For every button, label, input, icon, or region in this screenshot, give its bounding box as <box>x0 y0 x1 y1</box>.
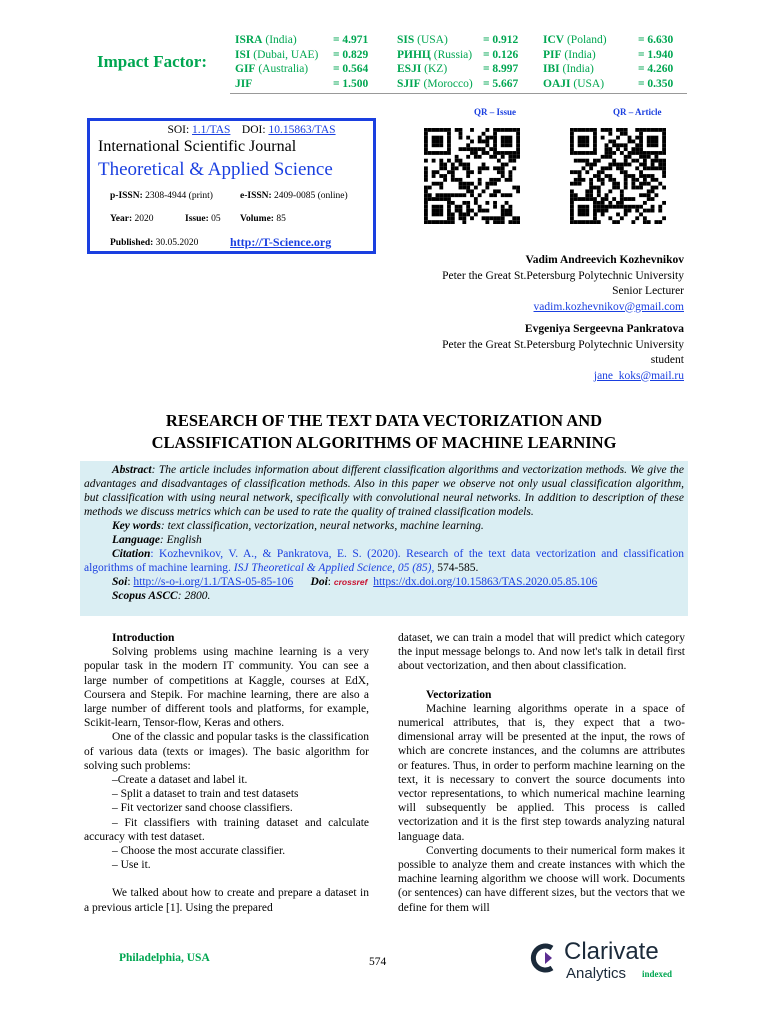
title-line: CLASSIFICATION ALGORITHMS OF MACHINE LEARNING <box>151 433 617 452</box>
doi-article-link[interactable]: https://dx.doi.org/10.15863/TAS.2020.05.85.106 <box>373 576 598 588</box>
list-item: – Fit vectorizer sand choose classifiers. <box>112 802 293 815</box>
scopus: Scopus ASCC: 2800. <box>112 590 211 602</box>
index-value: = 1.500 <box>333 77 369 90</box>
index-value: = 0.126 <box>483 48 519 61</box>
impact-factor-column-1 <box>235 33 375 91</box>
journal-website-link[interactable]: http://T-Science.org <box>230 235 332 249</box>
impact-row <box>543 62 683 77</box>
index-country: (Dubai, UAE) <box>253 48 319 61</box>
clarivate-brand: Clarivate <box>564 938 659 965</box>
issue: Issue: 05 <box>185 214 221 224</box>
author-affiliation: Peter the Great St.Petersburg Polytechnic University <box>442 269 684 282</box>
index-name: IBI <box>543 63 560 75</box>
index-value: = 0.829 <box>333 48 369 61</box>
doi-label: DOI: <box>241 124 266 136</box>
spacer <box>84 872 369 886</box>
index-value: = 4.971 <box>333 34 369 46</box>
index-country: (KZ) <box>424 63 448 75</box>
language: Language: English <box>112 534 202 546</box>
body-left-column <box>84 631 369 915</box>
section-heading-vectorization: Vectorization <box>426 688 492 701</box>
impact-factor-label: Impact Factor: <box>97 52 207 71</box>
index-name: ISI <box>235 48 251 61</box>
impact-row <box>235 48 375 63</box>
impact-row <box>397 77 537 92</box>
index-value: = 0.350 <box>638 77 674 90</box>
index-name: SJIF <box>397 77 421 90</box>
clarivate-mark-icon <box>530 942 560 974</box>
impact-factor-column-2 <box>397 33 537 91</box>
impact-row <box>543 48 683 63</box>
list-item: – Fit classifiers with training dataset and calculate accuracy with test dataset. <box>84 816 369 843</box>
index-country: (Australia) <box>258 63 309 75</box>
index-value: = 0.564 <box>333 63 369 75</box>
paragraph: Converting documents to their numerical form makes it possible to analyze them and create instances with which the machine learning algorithm we choose will work. Documents (or sentences) can have different sizes, but the vectors that we define for them will <box>398 844 685 914</box>
index-value: = 6.630 <box>638 34 674 46</box>
abstract: Abstract: The article includes information about different classification algorithms and vectorization methods. We give the advantages and disadvantages of classification methods. Also in this paper we observe not only usual classification algorithm, but classification with using neural network, specifically with convolutional neural networks. In addition to description of these methods we discuss metrics which can be used to rate the quality of trained classification models. <box>84 464 684 518</box>
index-country: (India) <box>265 34 297 46</box>
impact-row <box>235 33 375 48</box>
qr-issue-label: QR – Issue <box>474 107 517 117</box>
author-block-2 <box>442 322 684 384</box>
journal-subtitle: International Scientific Journal <box>98 138 297 155</box>
list-item: – Split a dataset to train and test datasets <box>112 788 299 801</box>
pissn: p-ISSN: 2308-4944 (print) <box>110 191 213 201</box>
index-value: = 4.260 <box>638 63 674 75</box>
author-name: Vadim Andreevich Kozhevnikov <box>525 254 684 266</box>
qr-code-article-icon[interactable] <box>570 128 666 224</box>
crossref-logo-icon: crossref <box>333 577 368 587</box>
section-heading-introduction: Introduction <box>112 632 175 644</box>
year: Year: 2020 <box>110 214 154 224</box>
paragraph: One of the classic and popular tasks is the classification of various data (texts or images). The basic algorithm for solving such problems: <box>84 731 369 772</box>
list-item: –Create a dataset and label it. <box>112 774 248 787</box>
paragraph: Solving problems using machine learning is a very popular task in the modern IT community. You can see a large number of competitions at Kaggle, courses at EdX, Coursera and Stepik. For machine learning, there are also a large number of different tools and platforms, for example, Scikit-learn, Tensor-flow, Keras and others. <box>84 646 369 730</box>
impact-row <box>235 77 375 92</box>
index-country: (Russia) <box>433 48 473 61</box>
index-name: PIF <box>543 48 562 61</box>
index-name: GIF <box>235 63 256 75</box>
list-item: – Use it. <box>112 859 151 872</box>
published-date: Published: 30.05.2020 <box>110 238 199 248</box>
index-name: ESJI <box>397 63 422 75</box>
spacer <box>398 674 685 688</box>
indexed-tag: indexed <box>642 969 673 979</box>
citation: Citation: Kozhevnikov, V. A., & Pankratova, E. S. (2020). Research of the text data vectorization and classification algorithms of machine learning. ISJ Theoretical & Applied Science, 05 (85), 574-585. <box>84 548 684 574</box>
index-name: SIS <box>397 34 415 46</box>
impact-row <box>397 62 537 77</box>
body-right-column <box>398 631 685 915</box>
list-item: – Choose the most accurate classifier. <box>112 845 286 858</box>
index-value: = 5.667 <box>483 77 519 90</box>
journal-identifiers <box>90 124 373 136</box>
index-country: (USA) <box>417 34 448 46</box>
index-value: = 8.997 <box>483 63 519 75</box>
eissn: e-ISSN: 2409-0085 (online) <box>240 191 348 201</box>
paragraph: dataset, we can train a model that will predict which category the input message belongs to. And now let's talk in detail first about vectorization, and then about classification. <box>398 632 685 673</box>
index-country: (Morocco) <box>423 77 473 90</box>
soi-link[interactable]: 1.1/TAS <box>192 124 231 136</box>
page-number: 574 <box>369 956 387 968</box>
index-country: (India) <box>562 63 594 75</box>
author-affiliation: Peter the Great St.Petersburg Polytechnic University <box>442 338 684 351</box>
author-position: student <box>650 354 684 366</box>
soi-article-link[interactable]: http://s-o-i.org/1.1/TAS-05-85-106 <box>133 576 294 588</box>
impact-row <box>397 33 537 48</box>
index-name: ICV <box>543 34 565 46</box>
footer-city: Philadelphia, USA <box>119 952 210 964</box>
index-country: (USA) <box>573 77 605 90</box>
author-position: Senior Lecturer <box>612 285 684 297</box>
author-email-link[interactable]: vadim.kozhevnikov@gmail.com <box>533 300 684 313</box>
index-value: = 0.912 <box>483 34 519 46</box>
journal-info-box <box>87 118 376 254</box>
impact-row <box>543 77 683 92</box>
index-name: JIF <box>235 77 253 90</box>
paper-title <box>80 410 688 454</box>
qr-article-label: QR – Article <box>613 107 662 117</box>
paragraph: We talked about how to create and prepare a dataset in a previous article [1]. Using the prepared <box>84 887 369 914</box>
abstract-block <box>84 463 684 603</box>
index-country: (Poland) <box>566 34 607 46</box>
doi-link[interactable]: 10.15863/TAS <box>268 124 336 136</box>
index-name: ISRA <box>235 34 263 46</box>
impact-factor-column-3 <box>543 33 683 91</box>
keywords: Key words: text classification, vectorization, neural networks, machine learning. <box>112 520 484 532</box>
impact-row <box>235 62 375 77</box>
impact-row <box>397 48 537 63</box>
index-value: = 1.940 <box>638 48 674 61</box>
title-line: RESEARCH OF THE TEXT DATA VECTORIZATION AND <box>165 411 603 430</box>
header-divider <box>230 93 687 94</box>
index-name: OAJI <box>543 77 571 90</box>
journal-title: Theoretical & Applied Science <box>98 159 333 180</box>
paragraph: Machine learning algorithms operate in a space of numerical attributes, that is, they expect that a two-dimensional array will be presented at the input, the rows of which are concrete instances, and the columns are attributes or features. Thus, in order to perform machine learning on the text, it is necessary to convert the source documents into vector representations, to which numerical machine learning will subsequently be applied. This process is called vectorization and it is the first step towards analyzing natural language data. <box>398 702 685 843</box>
index-country: (India) <box>564 48 596 61</box>
author-name: Evgeniya Sergeevna Pankratova <box>524 323 684 335</box>
index-name: РИНЦ <box>397 48 431 61</box>
author-email-link[interactable]: jane_koks@mail.ru <box>593 369 684 382</box>
clarivate-sub: Analytics <box>566 965 627 982</box>
qr-code-issue-icon[interactable] <box>424 128 520 224</box>
volume: Volume: 85 <box>240 214 286 224</box>
soi-label: SOI: <box>167 124 190 136</box>
clarivate-logo <box>530 940 690 990</box>
soi-doi-line: Soi: http://s-o-i.org/1.1/TAS-05-85-106 Doi: crossref https://dx.doi.org/10.15863/TAS.2020.05.85.106 <box>112 576 598 588</box>
impact-row <box>543 33 683 48</box>
author-block-1 <box>442 253 684 315</box>
